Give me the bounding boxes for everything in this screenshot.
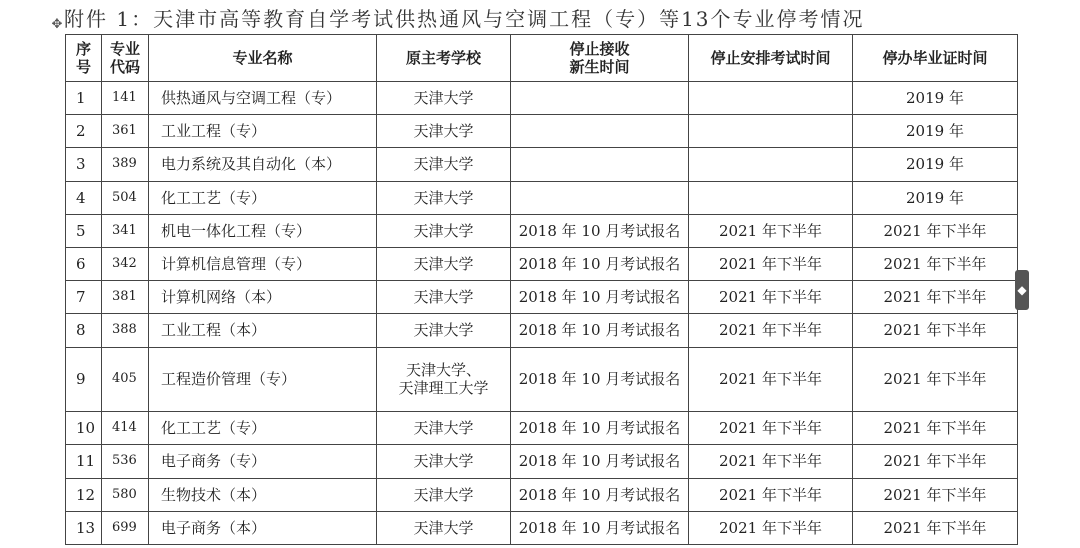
stop-enroll-time: 2018 年 10 月考试报名 bbox=[511, 412, 689, 445]
table-row bbox=[66, 247, 1018, 280]
stop-certificate-time: 2021 年下半年 bbox=[853, 247, 1018, 280]
major-code: 699 bbox=[102, 511, 149, 544]
suspension-table bbox=[65, 34, 1018, 545]
table-row bbox=[66, 478, 1018, 511]
school-line: 天津大学 bbox=[413, 188, 474, 207]
stop-enroll-time: 2018 年 10 月考试报名 bbox=[511, 281, 689, 314]
stop-exam-time: 2021 年下半年 bbox=[689, 247, 853, 280]
stop-enroll-time bbox=[511, 148, 689, 181]
original-school bbox=[377, 181, 511, 214]
stop-enroll-time bbox=[511, 181, 689, 214]
stop-certificate-time: 2021 年下半年 bbox=[853, 314, 1018, 347]
stop-exam-time bbox=[689, 181, 853, 214]
original-school bbox=[377, 511, 511, 544]
original-school bbox=[377, 314, 511, 347]
major-name: 计算机信息管理（专） bbox=[149, 247, 377, 280]
row-number: 11 bbox=[66, 445, 102, 478]
stop-exam-time: 2021 年下半年 bbox=[689, 445, 853, 478]
row-number: 7 bbox=[66, 281, 102, 314]
stop-certificate-time: 2021 年下半年 bbox=[853, 511, 1018, 544]
stop-exam-time: 2021 年下半年 bbox=[689, 214, 853, 247]
table-row bbox=[66, 181, 1018, 214]
stop-enroll-time: 2018 年 10 月考试报名 bbox=[511, 445, 689, 478]
stop-certificate-time: 2021 年下半年 bbox=[853, 347, 1018, 412]
school-line: 天津大学 bbox=[413, 452, 474, 471]
stop-certificate-time: 2019 年 bbox=[853, 82, 1018, 115]
table-header-row bbox=[66, 35, 1018, 82]
document-title: 附件 1：天津市高等教育自学考试供热通风与空调工程（专）等13个专业停考情况 bbox=[64, 7, 865, 31]
major-name: 工业工程（本） bbox=[149, 314, 377, 347]
stop-exam-time: 2021 年下半年 bbox=[689, 281, 853, 314]
original-school bbox=[377, 247, 511, 280]
table-row bbox=[66, 445, 1018, 478]
table-move-handle-icon[interactable]: ✥ bbox=[51, 17, 63, 32]
header-stop-exam: 停止安排考试时间 bbox=[689, 35, 853, 82]
school-line: 天津大学 bbox=[413, 89, 474, 108]
row-number: 10 bbox=[66, 412, 102, 445]
major-name: 化工工艺（专） bbox=[149, 412, 377, 445]
original-school bbox=[377, 148, 511, 181]
header-name: 专业名称 bbox=[149, 35, 377, 82]
header-no-line-1: 序 bbox=[75, 40, 91, 58]
original-school bbox=[377, 347, 511, 412]
major-code: 504 bbox=[102, 181, 149, 214]
major-code: 141 bbox=[102, 82, 149, 115]
stop-certificate-time: 2021 年下半年 bbox=[853, 412, 1018, 445]
row-number: 6 bbox=[66, 247, 102, 280]
stop-enroll-time bbox=[511, 115, 689, 148]
row-number: 4 bbox=[66, 181, 102, 214]
stop-enroll-time: 2018 年 10 月考试报名 bbox=[511, 347, 689, 412]
school-line: 天津大学 bbox=[413, 485, 474, 504]
stop-enroll-time: 2018 年 10 月考试报名 bbox=[511, 511, 689, 544]
stop-certificate-time: 2021 年下半年 bbox=[853, 214, 1018, 247]
stop-exam-time: 2021 年下半年 bbox=[689, 511, 853, 544]
major-code: 341 bbox=[102, 214, 149, 247]
school-line: 天津大学 bbox=[413, 221, 474, 240]
stop-enroll-time: 2018 年 10 月考试报名 bbox=[511, 478, 689, 511]
table-row bbox=[66, 412, 1018, 445]
side-resize-handle-icon[interactable]: ◆ bbox=[1015, 270, 1029, 310]
stop-certificate-time: 2021 年下半年 bbox=[853, 445, 1018, 478]
stop-exam-time: 2021 年下半年 bbox=[689, 347, 853, 412]
stop-enroll-time bbox=[511, 82, 689, 115]
row-number: 13 bbox=[66, 511, 102, 544]
major-code: 361 bbox=[102, 115, 149, 148]
row-number: 9 bbox=[66, 347, 102, 412]
major-code: 536 bbox=[102, 445, 149, 478]
stop-certificate-time: 2019 年 bbox=[853, 148, 1018, 181]
original-school bbox=[377, 115, 511, 148]
original-school bbox=[377, 445, 511, 478]
stop-exam-time: 2021 年下半年 bbox=[689, 478, 853, 511]
school-line: 天津大学、 bbox=[405, 361, 481, 380]
row-number: 1 bbox=[66, 82, 102, 115]
stop-exam-time bbox=[689, 82, 853, 115]
original-school bbox=[377, 214, 511, 247]
original-school bbox=[377, 412, 511, 445]
header-stop-enroll-line-1: 停止接收 bbox=[569, 40, 630, 58]
major-code: 405 bbox=[102, 347, 149, 412]
major-name: 供热通风与空调工程（专） bbox=[149, 82, 377, 115]
major-name: 机电一体化工程（专） bbox=[149, 214, 377, 247]
major-name: 计算机网络（本） bbox=[149, 281, 377, 314]
table-row bbox=[66, 148, 1018, 181]
school-line: 天津大学 bbox=[413, 155, 474, 174]
school-line: 天津大学 bbox=[413, 288, 474, 307]
table-row bbox=[66, 115, 1018, 148]
header-no-line-2: 号 bbox=[75, 58, 91, 76]
stop-exam-time: 2021 年下半年 bbox=[689, 314, 853, 347]
major-code: 414 bbox=[102, 412, 149, 445]
stop-enroll-time: 2018 年 10 月考试报名 bbox=[511, 314, 689, 347]
major-code: 580 bbox=[102, 478, 149, 511]
school-line: 天津大学 bbox=[413, 518, 474, 537]
major-name: 化工工艺（专） bbox=[149, 181, 377, 214]
header-no bbox=[66, 35, 102, 82]
stop-enroll-time: 2018 年 10 月考试报名 bbox=[511, 214, 689, 247]
header-code bbox=[102, 35, 149, 82]
stop-certificate-time: 2019 年 bbox=[853, 115, 1018, 148]
stop-exam-time bbox=[689, 115, 853, 148]
table-row bbox=[66, 314, 1018, 347]
header-code-line-1: 专业 bbox=[109, 40, 140, 58]
header-code-line-2: 代码 bbox=[109, 58, 140, 76]
stop-exam-time bbox=[689, 148, 853, 181]
stop-certificate-time: 2019 年 bbox=[853, 181, 1018, 214]
major-code: 389 bbox=[102, 148, 149, 181]
stop-certificate-time: 2021 年下半年 bbox=[853, 478, 1018, 511]
header-stop-cert: 停办毕业证时间 bbox=[853, 35, 1018, 82]
original-school bbox=[377, 478, 511, 511]
header-stop-enroll-line-2: 新生时间 bbox=[569, 58, 630, 76]
major-name: 电子商务（专） bbox=[149, 445, 377, 478]
original-school bbox=[377, 82, 511, 115]
table-row bbox=[66, 82, 1018, 115]
school-line: 天津大学 bbox=[413, 419, 474, 438]
major-code: 342 bbox=[102, 247, 149, 280]
table-row bbox=[66, 347, 1018, 412]
table-row bbox=[66, 511, 1018, 544]
major-name: 生物技术（本） bbox=[149, 478, 377, 511]
school-line: 天津大学 bbox=[413, 255, 474, 274]
school-line: 天津大学 bbox=[413, 122, 474, 141]
header-stop-enroll bbox=[511, 35, 689, 82]
table-row bbox=[66, 214, 1018, 247]
major-code: 388 bbox=[102, 314, 149, 347]
table-row bbox=[66, 281, 1018, 314]
major-name: 工业工程（专） bbox=[149, 115, 377, 148]
stop-enroll-time: 2018 年 10 月考试报名 bbox=[511, 247, 689, 280]
original-school bbox=[377, 281, 511, 314]
school-line: 天津理工大学 bbox=[398, 379, 489, 398]
major-name: 电力系统及其自动化（本） bbox=[149, 148, 377, 181]
school-line: 天津大学 bbox=[413, 321, 474, 340]
row-number: 2 bbox=[66, 115, 102, 148]
row-number: 5 bbox=[66, 214, 102, 247]
stop-certificate-time: 2021 年下半年 bbox=[853, 281, 1018, 314]
row-number: 12 bbox=[66, 478, 102, 511]
major-name: 工程造价管理（专） bbox=[149, 347, 377, 412]
major-name: 电子商务（本） bbox=[149, 511, 377, 544]
major-code: 381 bbox=[102, 281, 149, 314]
row-number: 8 bbox=[66, 314, 102, 347]
stop-exam-time: 2021 年下半年 bbox=[689, 412, 853, 445]
header-school: 原主考学校 bbox=[377, 35, 511, 82]
row-number: 3 bbox=[66, 148, 102, 181]
